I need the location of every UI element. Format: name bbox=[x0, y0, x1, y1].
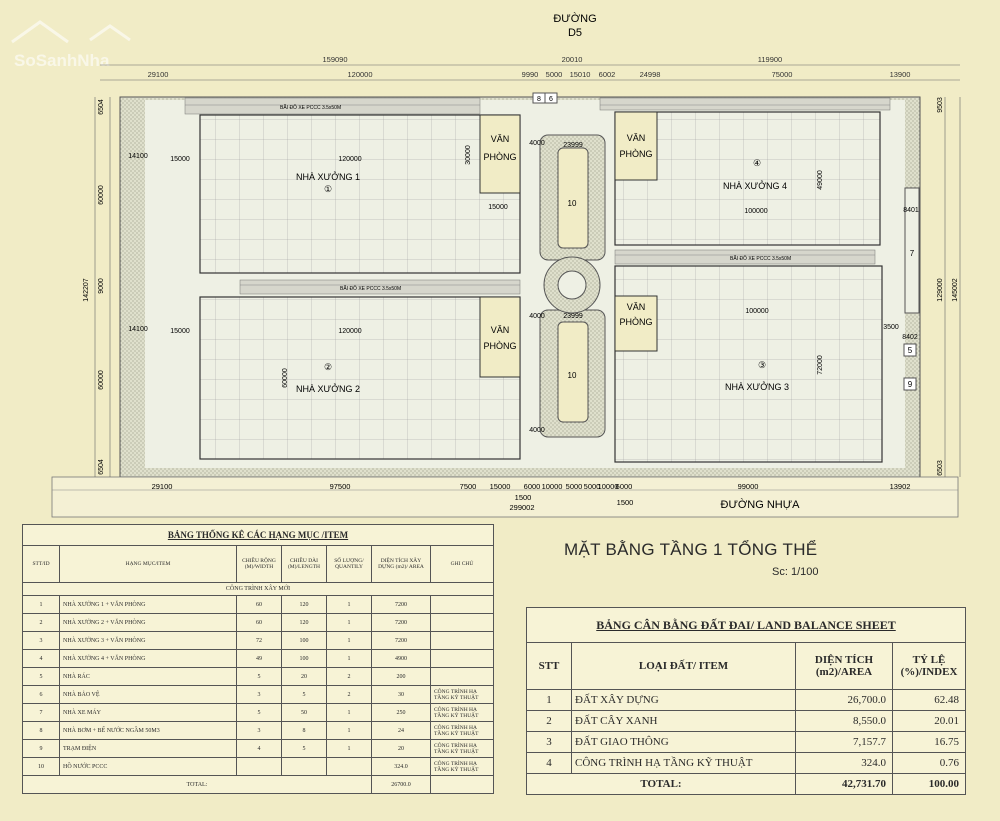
items-cell-l: 120 bbox=[282, 596, 327, 614]
items-cell-q: 1 bbox=[327, 596, 372, 614]
land-cell-item: ĐẤT CÂY XANH bbox=[572, 711, 796, 732]
parking-label-1: BÃI ĐỖ XE PCCC 3.5x50M bbox=[280, 105, 342, 111]
items-cell-stt: 4 bbox=[23, 650, 60, 668]
items-cell-q: 2 bbox=[327, 686, 372, 704]
items-cell-stt: 1 bbox=[23, 596, 60, 614]
col-area: DIỆN TÍCH XÂY DỰNG (m2)/ AREA bbox=[372, 546, 431, 583]
svg-text:①: ① bbox=[323, 184, 333, 194]
svg-text:13902: 13902 bbox=[889, 482, 911, 491]
items-cell-a: 7200 bbox=[372, 614, 431, 632]
items-cell-q bbox=[327, 758, 372, 776]
items-row bbox=[23, 704, 494, 722]
items-cell-note bbox=[431, 632, 494, 650]
items-cell-q: 1 bbox=[327, 740, 372, 758]
svg-text:VĂN: VĂN bbox=[490, 325, 510, 335]
svg-text:8: 8 bbox=[537, 96, 541, 103]
svg-text:145002: 145002 bbox=[952, 278, 959, 302]
svg-text:23999: 23999 bbox=[563, 142, 583, 149]
items-total-value: 26700.0 bbox=[372, 776, 431, 794]
svg-text:NHÀ XƯỞNG 3: NHÀ XƯỞNG 3 bbox=[725, 382, 789, 392]
items-row bbox=[23, 632, 494, 650]
svg-text:100000: 100000 bbox=[745, 308, 769, 315]
items-cell-stt: 5 bbox=[23, 668, 60, 686]
svg-text:6504: 6504 bbox=[98, 99, 105, 115]
land-total-ratio: 100.00 bbox=[893, 774, 966, 795]
svg-text:15000: 15000 bbox=[488, 204, 508, 211]
items-row bbox=[23, 758, 494, 776]
svg-text:6: 6 bbox=[549, 96, 553, 103]
land-cell-ratio: 0.76 bbox=[893, 753, 966, 774]
col-item: HẠNG MỤC/ITEM bbox=[60, 546, 237, 583]
dimension-right bbox=[937, 97, 960, 477]
svg-text:VĂN: VĂN bbox=[626, 302, 646, 312]
marker-10-bottom: 10 bbox=[567, 371, 577, 380]
items-cell-note bbox=[431, 614, 494, 632]
items-cell-q: 1 bbox=[327, 722, 372, 740]
items-cell-note: CÔNG TRÌNH HẠ TẦNG KỸ THUẬT bbox=[431, 722, 494, 740]
col-length: CHIỀU DÀI (M)/LENGTH bbox=[282, 546, 327, 583]
items-cell-l: 100 bbox=[282, 650, 327, 668]
items-cell-item: NHÀ XƯỞNG 2 + VĂN PHÒNG bbox=[60, 614, 237, 632]
items-cell-a: 7200 bbox=[372, 632, 431, 650]
svg-text:129000: 129000 bbox=[937, 278, 944, 302]
svg-text:NHÀ XƯỞNG 1: NHÀ XƯỞNG 1 bbox=[296, 172, 360, 182]
svg-text:7: 7 bbox=[909, 249, 915, 258]
items-cell-item: HỒ NƯỚC PCCC bbox=[60, 758, 237, 776]
svg-text:9: 9 bbox=[907, 380, 913, 389]
land-row bbox=[527, 732, 966, 753]
building-4 bbox=[615, 112, 880, 245]
items-cell-w bbox=[237, 758, 282, 776]
items-cell-q: 2 bbox=[327, 668, 372, 686]
logo bbox=[12, 22, 130, 70]
items-cell-w: 4 bbox=[237, 740, 282, 758]
items-cell-a: 250 bbox=[372, 704, 431, 722]
svg-text:4000: 4000 bbox=[529, 313, 545, 320]
svg-text:9000: 9000 bbox=[98, 278, 105, 294]
items-total-label: TOTAL: bbox=[23, 776, 372, 794]
items-cell-note: CÔNG TRÌNH HẠ TẦNG KỸ THUẬT bbox=[431, 758, 494, 776]
items-cell-note: CÔNG TRÌNH HẠ TẦNG KỸ THUẬT bbox=[431, 740, 494, 758]
svg-text:PHÒNG: PHÒNG bbox=[619, 149, 653, 159]
svg-text:23999: 23999 bbox=[563, 313, 583, 320]
land-cell-area: 324.0 bbox=[796, 753, 893, 774]
items-cell-note: CÔNG TRÌNH HẠ TẦNG KỸ THUẬT bbox=[431, 704, 494, 722]
items-cell-item: NHÀ XƯỞNG 1 + VĂN PHÒNG bbox=[60, 596, 237, 614]
items-cell-q: 1 bbox=[327, 632, 372, 650]
svg-text:PHÒNG: PHÒNG bbox=[619, 317, 653, 327]
svg-text:1500: 1500 bbox=[616, 498, 634, 507]
svg-text:5000: 5000 bbox=[583, 482, 601, 491]
land-cell-area: 7,157.7 bbox=[796, 732, 893, 753]
svg-text:PHÒNG: PHÒNG bbox=[483, 341, 517, 351]
items-cell-item: NHÀ XE MÁY bbox=[60, 704, 237, 722]
parking-band-top-right bbox=[600, 98, 890, 110]
land-cell-stt: 4 bbox=[527, 753, 572, 774]
svg-text:60000: 60000 bbox=[98, 370, 105, 390]
svg-text:7500: 7500 bbox=[459, 482, 477, 491]
svg-text:4000: 4000 bbox=[529, 140, 545, 147]
items-row bbox=[23, 668, 494, 686]
land-cell-item: ĐẤT GIAO THÔNG bbox=[572, 732, 796, 753]
items-cell-l: 5 bbox=[282, 686, 327, 704]
road-bottom-label: ĐƯỜNG NHỰA bbox=[720, 499, 800, 511]
svg-text:3500: 3500 bbox=[883, 324, 899, 331]
road-top-label bbox=[553, 12, 596, 39]
items-cell-item: NHÀ XƯỞNG 4 + VĂN PHÒNG bbox=[60, 650, 237, 668]
col-qty: SỐ LƯỢNG/ QUANTILY bbox=[327, 546, 372, 583]
svg-text:14100: 14100 bbox=[128, 153, 148, 160]
parking-label-3: BÃI ĐỖ XE PCCC 3.5x50M bbox=[730, 256, 792, 262]
items-cell-item: NHÀ BẢO VỆ bbox=[60, 686, 237, 704]
items-cell-w: 5 bbox=[237, 704, 282, 722]
svg-text:72000: 72000 bbox=[817, 355, 824, 375]
svg-text:②: ② bbox=[323, 362, 333, 372]
svg-text:15000: 15000 bbox=[170, 156, 190, 163]
items-cell-stt: 8 bbox=[23, 722, 60, 740]
svg-text:5000: 5000 bbox=[545, 70, 563, 79]
svg-text:VĂN: VĂN bbox=[490, 134, 510, 144]
svg-text:4000: 4000 bbox=[529, 427, 545, 434]
svg-text:119900: 119900 bbox=[757, 55, 783, 64]
plan-scale: Sc: 1/100 bbox=[772, 566, 819, 578]
svg-text:VĂN: VĂN bbox=[626, 133, 646, 143]
items-cell-l bbox=[282, 758, 327, 776]
land-col-item: LOẠI ĐẤT/ ITEM bbox=[572, 643, 796, 690]
items-cell-stt: 6 bbox=[23, 686, 60, 704]
items-cell-w: 5 bbox=[237, 668, 282, 686]
land-row bbox=[527, 690, 966, 711]
svg-text:60000: 60000 bbox=[98, 185, 105, 205]
land-row bbox=[527, 753, 966, 774]
svg-text:NHÀ XƯỞNG 2: NHÀ XƯỞNG 2 bbox=[296, 384, 360, 394]
svg-text:④: ④ bbox=[752, 158, 762, 168]
items-table bbox=[22, 524, 494, 794]
items-cell-q: 1 bbox=[327, 704, 372, 722]
items-cell-l: 5 bbox=[282, 740, 327, 758]
section-label: CÔNG TRÌNH XÂY MỚI bbox=[23, 583, 494, 596]
svg-text:30000: 30000 bbox=[465, 145, 472, 165]
svg-text:10000: 10000 bbox=[597, 482, 619, 491]
land-total-area: 42,731.70 bbox=[796, 774, 893, 795]
items-cell-w: 60 bbox=[237, 614, 282, 632]
svg-text:6000: 6000 bbox=[615, 482, 633, 491]
col-width: CHIỀU RỘNG (M)/WIDTH bbox=[237, 546, 282, 583]
svg-text:6002: 6002 bbox=[598, 70, 616, 79]
svg-text:120000: 120000 bbox=[338, 328, 362, 335]
items-cell-stt: 10 bbox=[23, 758, 60, 776]
svg-text:29100: 29100 bbox=[147, 70, 169, 79]
svg-text:9990: 9990 bbox=[521, 70, 539, 79]
items-row bbox=[23, 614, 494, 632]
land-cell-stt: 1 bbox=[527, 690, 572, 711]
svg-text:100000: 100000 bbox=[744, 208, 768, 215]
items-cell-a: 20 bbox=[372, 740, 431, 758]
items-row bbox=[23, 686, 494, 704]
items-cell-l: 20 bbox=[282, 668, 327, 686]
land-cell-stt: 2 bbox=[527, 711, 572, 732]
land-cell-ratio: 20.01 bbox=[893, 711, 966, 732]
items-cell-a: 30 bbox=[372, 686, 431, 704]
items-cell-stt: 9 bbox=[23, 740, 60, 758]
items-cell-a: 324.0 bbox=[372, 758, 431, 776]
land-row bbox=[527, 711, 966, 732]
items-row bbox=[23, 740, 494, 758]
items-cell-w: 49 bbox=[237, 650, 282, 668]
col-stt: STT/ID bbox=[23, 546, 60, 583]
svg-text:8402: 8402 bbox=[902, 334, 918, 341]
land-balance-table bbox=[526, 607, 966, 795]
items-cell-w: 60 bbox=[237, 596, 282, 614]
items-row bbox=[23, 650, 494, 668]
col-note: GHI CHÚ bbox=[431, 546, 494, 583]
items-table-title: BẢNG THỐNG KÊ CÁC HẠNG MỤC /ITEM bbox=[23, 525, 494, 546]
svg-text:99000: 99000 bbox=[737, 482, 759, 491]
items-cell-q: 1 bbox=[327, 614, 372, 632]
dimension-top bbox=[100, 55, 960, 80]
items-cell-note: CÔNG TRÌNH HẠ TẦNG KỸ THUẬT bbox=[431, 686, 494, 704]
svg-text:8401: 8401 bbox=[903, 207, 919, 214]
land-cell-stt: 3 bbox=[527, 732, 572, 753]
parking-label-2: BÃI ĐỖ XE PCCC 3.5x50M bbox=[340, 286, 402, 292]
items-cell-w: 3 bbox=[237, 722, 282, 740]
items-cell-note bbox=[431, 596, 494, 614]
land-cell-ratio: 62.48 bbox=[893, 690, 966, 711]
items-cell-w: 3 bbox=[237, 686, 282, 704]
items-cell-item: TRẠM ĐIỆN bbox=[60, 740, 237, 758]
svg-text:5000: 5000 bbox=[565, 482, 583, 491]
svg-text:142207: 142207 bbox=[83, 278, 90, 302]
items-row bbox=[23, 596, 494, 614]
svg-text:20010: 20010 bbox=[561, 55, 583, 64]
items-cell-stt: 3 bbox=[23, 632, 60, 650]
items-cell-l: 100 bbox=[282, 632, 327, 650]
svg-text:97500: 97500 bbox=[329, 482, 351, 491]
svg-text:29100: 29100 bbox=[151, 482, 173, 491]
building-3 bbox=[615, 266, 882, 462]
land-total-label: TOTAL: bbox=[527, 774, 796, 795]
svg-text:6503: 6503 bbox=[937, 460, 944, 476]
land-col-area: DIỆN TÍCH (m2)/AREA bbox=[796, 643, 893, 690]
dimension-left bbox=[83, 97, 110, 477]
svg-text:120000: 120000 bbox=[338, 156, 362, 163]
items-cell-stt: 2 bbox=[23, 614, 60, 632]
logo-text: SoSanhNha bbox=[14, 51, 110, 70]
svg-text:14100: 14100 bbox=[128, 326, 148, 333]
land-col-ratio: TỶ LỆ (%)/INDEX bbox=[893, 643, 966, 690]
svg-text:159090: 159090 bbox=[322, 55, 348, 64]
svg-text:1500: 1500 bbox=[514, 493, 532, 502]
svg-text:NHÀ XƯỞNG 4: NHÀ XƯỞNG 4 bbox=[723, 181, 787, 191]
items-cell-a: 24 bbox=[372, 722, 431, 740]
land-cell-area: 8,550.0 bbox=[796, 711, 893, 732]
land-table-title: BẢNG CÂN BẰNG ĐẤT ĐAI/ LAND BALANCE SHEET bbox=[527, 608, 966, 643]
items-cell-l: 8 bbox=[282, 722, 327, 740]
land-col-stt: STT bbox=[527, 643, 572, 690]
svg-text:③: ③ bbox=[757, 360, 767, 370]
marker-10-top: 10 bbox=[567, 199, 577, 208]
items-cell-note bbox=[431, 650, 494, 668]
items-cell-item: NHÀ RÁC bbox=[60, 668, 237, 686]
svg-text:75000: 75000 bbox=[771, 70, 793, 79]
svg-text:ĐƯỜNG: ĐƯỜNG bbox=[553, 13, 597, 25]
svg-text:15000: 15000 bbox=[170, 328, 190, 335]
items-cell-note bbox=[431, 668, 494, 686]
svg-text:49000: 49000 bbox=[817, 170, 824, 190]
land-cell-area: 26,700.0 bbox=[796, 690, 893, 711]
svg-text:D5: D5 bbox=[567, 27, 583, 39]
svg-text:15000: 15000 bbox=[489, 482, 511, 491]
svg-text:5: 5 bbox=[907, 346, 913, 355]
svg-text:120000: 120000 bbox=[347, 70, 373, 79]
items-row bbox=[23, 722, 494, 740]
items-cell-item: NHÀ XƯỞNG 3 + VĂN PHÒNG bbox=[60, 632, 237, 650]
items-cell-a: 200 bbox=[372, 668, 431, 686]
svg-text:9503: 9503 bbox=[937, 97, 944, 113]
items-cell-q: 1 bbox=[327, 650, 372, 668]
svg-text:15010: 15010 bbox=[569, 70, 591, 79]
items-cell-l: 120 bbox=[282, 614, 327, 632]
land-cell-ratio: 16.75 bbox=[893, 732, 966, 753]
plan-title: MẶT BẰNG TẦNG 1 TỔNG THỂ bbox=[564, 540, 818, 559]
land-cell-item: CÔNG TRÌNH HẠ TẦNG KỸ THUẬT bbox=[572, 753, 796, 774]
svg-text:60000: 60000 bbox=[282, 368, 289, 388]
svg-text:PHÒNG: PHÒNG bbox=[483, 152, 517, 162]
items-cell-l: 50 bbox=[282, 704, 327, 722]
svg-text:13900: 13900 bbox=[889, 70, 911, 79]
svg-text:6000: 6000 bbox=[523, 482, 541, 491]
svg-text:10000: 10000 bbox=[541, 482, 563, 491]
svg-text:24998: 24998 bbox=[639, 70, 661, 79]
items-cell-a: 4900 bbox=[372, 650, 431, 668]
svg-text:6504: 6504 bbox=[98, 459, 105, 475]
land-cell-item: ĐẤT XÂY DỰNG bbox=[572, 690, 796, 711]
items-cell-item: NHÀ BƠM + BỂ NƯỚC NGẦM 50M3 bbox=[60, 722, 237, 740]
items-cell-stt: 7 bbox=[23, 704, 60, 722]
svg-text:299002: 299002 bbox=[509, 503, 535, 512]
items-cell-a: 7200 bbox=[372, 596, 431, 614]
items-cell-w: 72 bbox=[237, 632, 282, 650]
